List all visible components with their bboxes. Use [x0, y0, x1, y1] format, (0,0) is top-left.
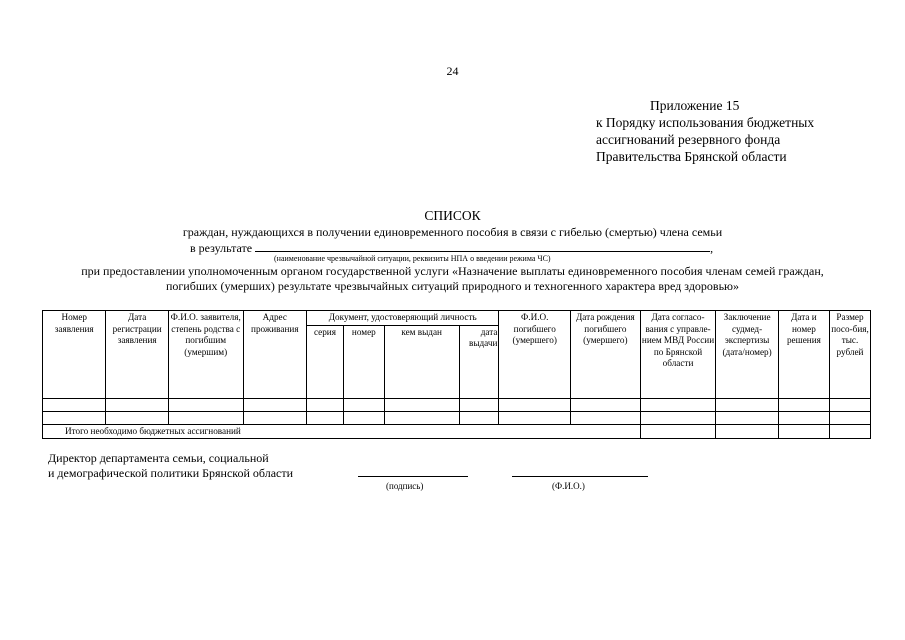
table-cell[interactable] [571, 398, 641, 411]
col-header-doc-issue-date: дата выдачи [459, 325, 499, 398]
col-header-amount: Размер посо-бия, тыс. рублей [829, 311, 870, 399]
subtitle-3b: погибших (умерших) результате чрезвычайных ситуаций природного и техногенного характера вред здоровью» [165, 279, 740, 293]
col-header-document: Документ, удостоверяющий личность [307, 311, 499, 326]
table-cell[interactable] [778, 411, 829, 424]
fio-label: (Ф.И.О.) [552, 481, 585, 491]
table-cell[interactable] [343, 398, 384, 411]
table-cell[interactable] [307, 411, 344, 424]
col-header-deceased-name: Ф.И.О. погибшего (умершего) [499, 311, 571, 399]
subtitle-prefix: в результате [190, 241, 253, 255]
table-cell[interactable] [43, 411, 106, 424]
table-cell[interactable] [640, 411, 716, 424]
table-row [43, 398, 871, 411]
table-total-row [43, 424, 871, 439]
signature-label: (подпись) [386, 481, 424, 491]
total-cell[interactable] [716, 424, 778, 439]
total-cell[interactable] [829, 424, 870, 439]
signature-line[interactable] [358, 476, 468, 477]
col-header-number: Номер заявления [43, 311, 106, 399]
table-header-row-1 [43, 311, 871, 326]
table-cell[interactable] [716, 398, 778, 411]
col-header-doc-number: номер [343, 325, 384, 398]
table-cell[interactable] [384, 398, 459, 411]
document-title: СПИСОК [424, 208, 481, 223]
appendix-line-3: ассигнований резервного фонда [596, 132, 781, 147]
col-header-applicant: Ф.И.О. заявителя, степень родства с погибшим (умершим) [168, 311, 243, 399]
table-cell[interactable] [168, 398, 243, 411]
table-cell[interactable] [499, 411, 571, 424]
table-cell[interactable] [106, 398, 168, 411]
total-label: Итого необходимо бюджетных ассигнований [43, 424, 641, 439]
col-header-reg-date: Дата регистрации заявления [106, 311, 168, 399]
appendix-line-2: к Порядку использования бюджетных [596, 115, 815, 130]
table-cell[interactable] [716, 411, 778, 424]
col-header-address: Адрес проживания [243, 311, 306, 399]
table-cell[interactable] [43, 398, 106, 411]
page-number: 24 [446, 64, 459, 78]
table-cell[interactable] [640, 398, 716, 411]
fill-in-line [255, 240, 710, 252]
citizens-table [42, 310, 871, 439]
table-cell[interactable] [459, 398, 499, 411]
col-header-expertise: Заключение судмед-экспертизы (дата/номер) [716, 311, 778, 399]
director-line-1: Директор департамента семьи, социальной [48, 451, 269, 465]
table-cell[interactable] [243, 411, 306, 424]
table-cell[interactable] [243, 398, 306, 411]
table-cell[interactable] [343, 411, 384, 424]
subtitle-suffix: , [710, 241, 714, 255]
appendix-line-1: Приложение 15 [650, 98, 740, 113]
table-cell[interactable] [384, 411, 459, 424]
table-cell[interactable] [571, 411, 641, 424]
subtitle-line-1: граждан, нуждающихся в получении единовременного пособия в связи с гибелью (смертью) члена семьи [182, 225, 723, 239]
appendix-line-4: Правительства Брянской области [596, 149, 787, 164]
total-cell[interactable] [778, 424, 829, 439]
subtitle-line-3 [0, 264, 905, 294]
fio-line[interactable] [512, 476, 648, 477]
table-row [43, 411, 871, 424]
col-header-decision: Дата и номер решения [778, 311, 829, 399]
table-cell[interactable] [459, 411, 499, 424]
table-cell[interactable] [829, 411, 870, 424]
director-line-2: и демографической политики Брянской области [48, 466, 294, 480]
table-cell[interactable] [168, 411, 243, 424]
table-cell[interactable] [106, 411, 168, 424]
director-block [48, 451, 293, 481]
appendix-block [596, 97, 814, 165]
table-cell[interactable] [307, 398, 344, 411]
col-header-doc-issued-by: кем выдан [384, 325, 459, 398]
total-cell[interactable] [640, 424, 716, 439]
table-cell[interactable] [778, 398, 829, 411]
table-cell[interactable] [829, 398, 870, 411]
field-hint: (наименование чрезвычайной ситуации, реквизиты НПА о введении режима ЧС) [274, 254, 551, 263]
col-header-approval-date: Дата согласо-вания с управле-нием МВД России по Брянской области [640, 311, 716, 399]
table-cell[interactable] [499, 398, 571, 411]
col-header-doc-series: серия [307, 325, 344, 398]
col-header-deceased-birth: Дата рождения погибшего (умершего) [571, 311, 641, 399]
subtitle-3a: при предоставлении уполномоченным органом государственной услуги «Назначение выплаты единовременного пособия членам семей граждан, [81, 264, 824, 278]
